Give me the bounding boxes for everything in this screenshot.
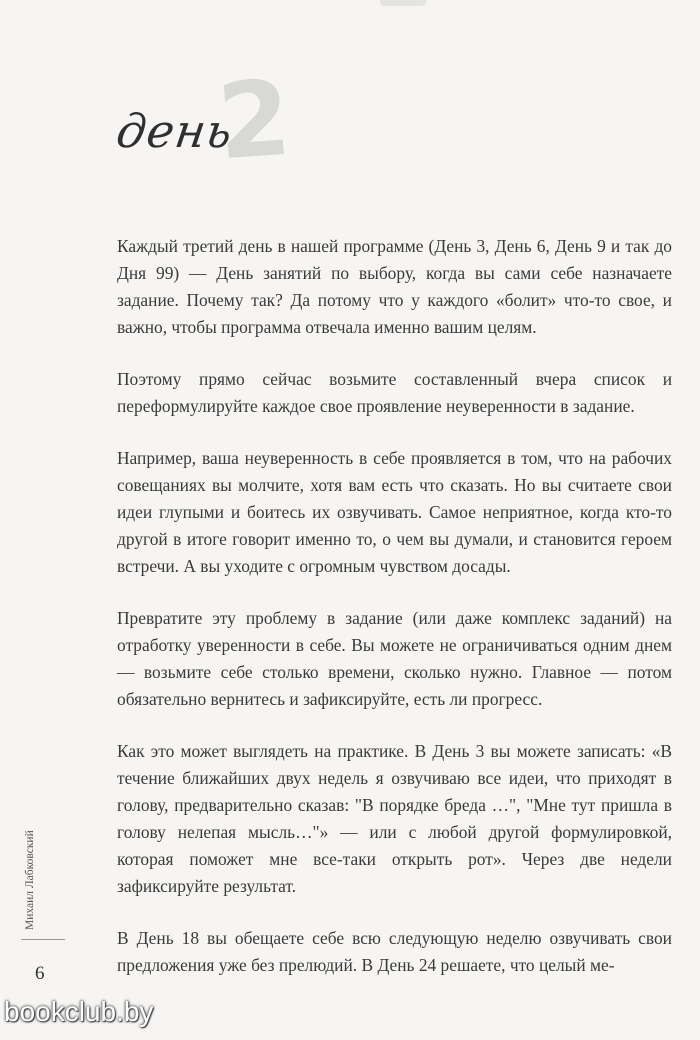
paragraph-4: Превратите эту проблему в задание (или даже комплекс заданий) на отработку уверенности в себе. Вы можете не ограничиваться одним днем — возьмите себе столько времени, сколько нужно. Главное — потом обязательно вернитесь и зафиксируйте, есть ли прогресс. <box>117 608 672 709</box>
page-number: 6 <box>35 963 45 984</box>
paragraph-2: Поэтому прямо сейчас возьмите составленный вчера список и переформулируйте каждое свое проявление неуверенности в задание. <box>117 369 672 416</box>
site-watermark: bookclub.by <box>4 996 154 1027</box>
paragraph-6: В День 18 вы обещаете себе всю следующую неделю озвучивать свои предложения уже без прелюдий. В День 24 решаете, что целый ме- <box>117 928 672 975</box>
paragraph-5: Как это может выглядеть на практике. В День 3 вы можете записать: «В течение ближайших двух недель я озвучиваю все идеи, что приходят в голову, предварительно сказав: "В порядке бреда …", "Мне тут пришла в голову нелепая мысль…"» — или с любой другой формулировкой, которая поможет мне все-таки открыть рот». Через две недели зафиксируйте результат. <box>117 741 672 896</box>
body-text <box>117 233 672 1004</box>
running-head-author: Михаил Лабковский <box>24 830 36 930</box>
chapter-number: 2 <box>213 56 295 184</box>
top-edge-mark <box>380 0 426 6</box>
paragraph-3: Например, ваша неуверенность в себе проявляется в том, что на рабочих совещаниях вы молчите, хотя вам есть что сказать. Но вы считаете свои идеи глупыми и боитесь их озвучивать. Самое неприятное, когда кто-то другой в итоге говорит именно то, о чем вы думали, и становится героем встречи. А вы уходите с огромным чувством досады. <box>117 448 672 576</box>
running-head-rule <box>21 939 65 940</box>
chapter-title: день <box>113 104 237 158</box>
paragraph-1: Каждый третий день в нашей программе (День 3, День 6, День 9 и так до Дня 99) — День занятий по выбору, когда вы сами себе назначаете задание. Почему так? Да потому что у каждого «болит» что-то свое, и важно, чтобы программа отвечала именно вашим целям. <box>117 236 672 337</box>
